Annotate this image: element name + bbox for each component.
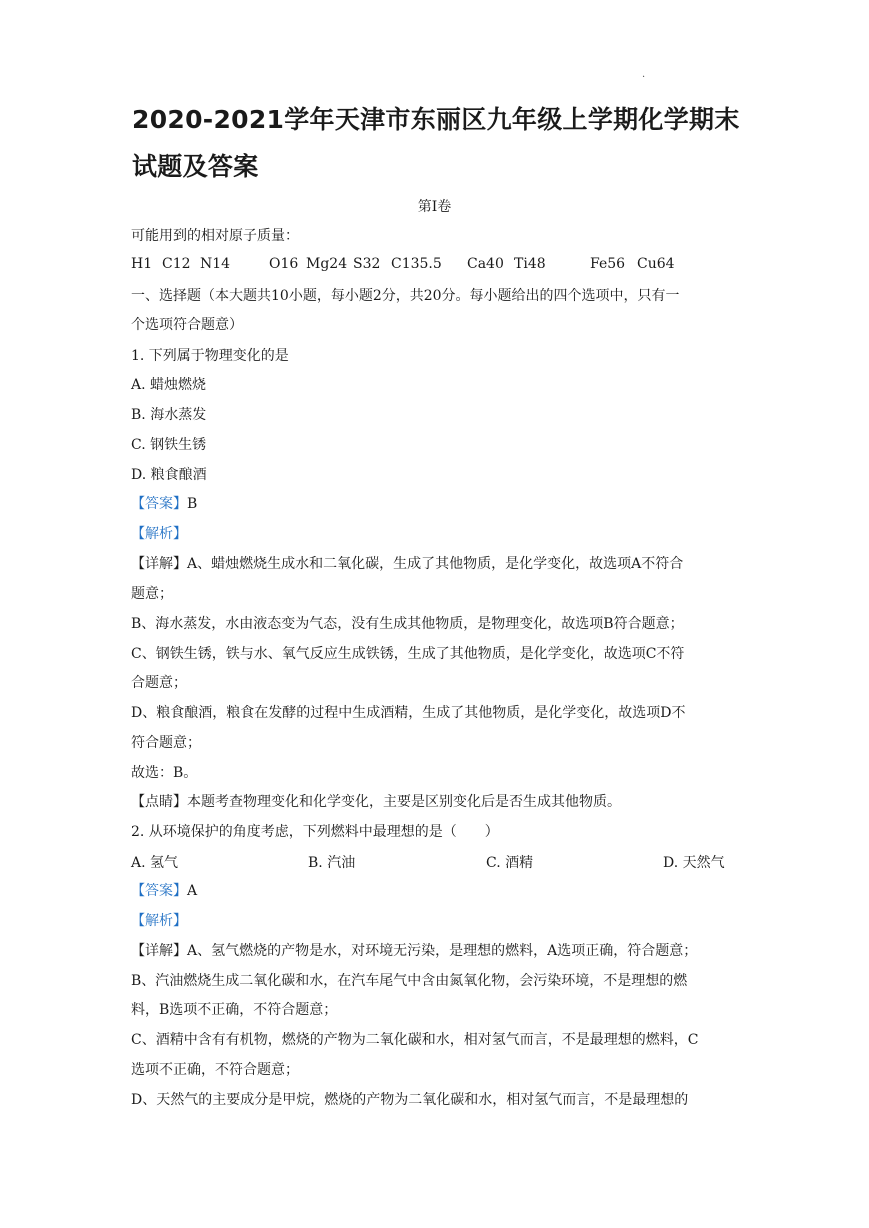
q2-answer-value: A: [187, 883, 198, 899]
atomic-mass-item: H1: [131, 256, 153, 272]
q2-option-a: A. 氢气: [131, 855, 179, 871]
q1-detail-line8: 故选：B。: [131, 765, 198, 781]
q1-detail-line6: D、粮食酿酒，粮食在发酵的过程中生成酒精，生成了其他物质，是化学变化，故选项D不: [131, 705, 686, 721]
q1-answer-value: B: [187, 496, 198, 512]
q2-detail-line1: [131, 941, 697, 961]
q2-detail-line6: D、天然气的主要成分是甲烷，燃烧的产物为二氧化碳和水，相对氢气而言，不是最理想的: [131, 1092, 689, 1108]
part1-heading-line2: 个选项符合题意）: [131, 317, 243, 333]
atomic-mass-item: Ti48: [514, 256, 546, 272]
atomic-mass-item: Mg24: [306, 256, 348, 272]
atomic-mass-item: S32: [353, 256, 381, 272]
q1-comment-label: 【点睛】: [131, 794, 187, 810]
q1-answer: [131, 494, 197, 514]
page-dot: ·: [642, 72, 646, 83]
q1-analysis-label: 【解析】: [131, 526, 187, 542]
q1-answer-label: 【答案】: [131, 496, 187, 512]
q1-option-b: B. 海水蒸发: [131, 407, 207, 423]
q2-detail-line5: 选项不正确，不符合题意；: [131, 1062, 299, 1078]
q2-option-b: B. 汽油: [308, 855, 356, 871]
q1-option-d: D. 粮食酿酒: [131, 467, 207, 483]
document-title: 2020-2021学年天津市东丽区九年级上学期化学期末试题及答案: [132, 105, 740, 181]
q1-detail-line1: [131, 554, 683, 574]
atomic-mass-item: C12: [162, 256, 191, 272]
q1-option-c: C. 钢铁生锈: [131, 437, 207, 453]
q2-detail-line4: C、酒精中含有有机物，燃烧的产物为二氧化碳和水，相对氢气而言，不是最理想的燃料，C: [131, 1032, 699, 1048]
atomic-mass-item: N14: [200, 256, 231, 272]
q2-detail-label: 【详解】: [131, 943, 187, 959]
atomic-mass-item: Ca40: [467, 256, 504, 272]
q1-comment-text: 本题考查物理变化和化学变化，主要是区别变化后是否生成其他物质。: [187, 794, 621, 810]
q2-analysis-label: 【解析】: [131, 913, 187, 929]
q1-detail-line2: 题意；: [131, 586, 173, 602]
q1-comment: [131, 792, 621, 812]
atomic-mass-intro: 可能用到的相对原子质量：: [131, 228, 299, 244]
q1-detail-line3: B、海水蒸发，水由液态变为气态，没有生成其他物质，是物理变化，故选项B符合题意；: [131, 616, 684, 632]
q2-answer: [131, 881, 197, 901]
q1-stem: 1. 下列属于物理变化的是: [131, 348, 289, 364]
section-heading: 第Ⅰ卷: [417, 199, 452, 215]
atomic-mass-item: Cu64: [637, 256, 675, 272]
q2-option-d: D. 天然气: [663, 855, 725, 871]
q1-detail-text: A、蜡烛燃烧生成水和二氧化碳，生成了其他物质，是化学变化，故选项A不符合: [187, 556, 684, 572]
atomic-mass-item: C135.5: [391, 256, 442, 272]
atomic-mass-item: O16: [269, 256, 299, 272]
q1-option-a: A. 蜡烛燃烧: [131, 377, 207, 393]
q2-detail-text: A、氢气燃烧的产物是水，对环境无污染，是理想的燃料，A选项正确，符合题意；: [187, 943, 698, 959]
q2-detail-line2: B、汽油燃烧生成二氧化碳和水，在汽车尾气中含由氮氧化物，会污染环境，不是理想的燃: [131, 973, 688, 989]
q1-detail-label: 【详解】: [131, 556, 187, 572]
q1-detail-line5: 合题意；: [131, 675, 187, 691]
q2-detail-line3: 料，B选项不正确，不符合题意；: [131, 1002, 338, 1018]
q2-option-c: C. 酒精: [486, 855, 534, 871]
q2-stem: 2. 从环境保护的角度考虑，下列燃料中最理想的是（ ）: [131, 824, 499, 840]
q1-detail-line7: 符合题意；: [131, 735, 201, 751]
q1-detail-line4: C、钢铁生锈，铁与水、氧气反应生成铁锈，生成了其他物质，是化学变化，故选项C不符: [131, 646, 685, 662]
q2-answer-label: 【答案】: [131, 883, 187, 899]
atomic-mass-item: Fe56: [590, 256, 626, 272]
part1-heading-line1: 一、选择题（本大题共10小题，每小题2分，共20分。每小题给出的四个选项中，只有一: [131, 288, 680, 304]
